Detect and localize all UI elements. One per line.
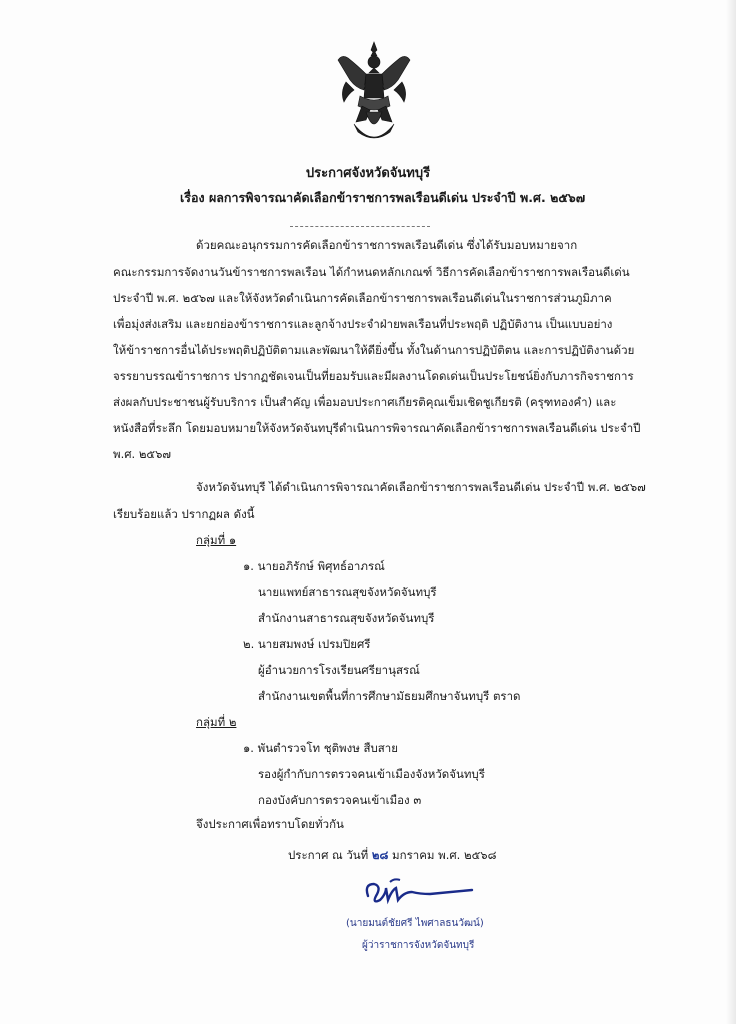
awardee-office: สำนักงานสาธารณสุขจังหวัดจันทบุรี — [258, 611, 435, 625]
announcement-subject: เรื่อง ผลการพิจารณาคัดเลือกข้าราชการพลเรือนดีเด่น ประจำปี พ.ศ. ๒๕๖๗ — [180, 190, 586, 205]
awardee-name: ๑. พันตำรวจโท ชุติพงษ สืบสาย — [243, 741, 399, 755]
page-edge-shadow — [726, 0, 736, 1024]
closing-statement: จึงประกาศเพื่อทราบโดยทั่วกัน — [196, 817, 344, 831]
awardee-position: ผู้อำนวยการโรงเรียนศรียานุสรณ์ — [258, 663, 420, 677]
divider — [290, 226, 430, 227]
garuda-emblem-icon — [336, 40, 412, 152]
awardee-name: ๑. นายอภิรักษ์ พิศุทธ์อาภรณ์ — [243, 559, 385, 573]
paragraph-line: พ.ศ. ๒๕๖๗ — [113, 447, 172, 461]
paragraph-line: ให้ข้าราชการอื่นได้ประพฤติปฏิบัติตามและพัฒนาให้ดียิ่งขึ้น ทั้งในด้านการปฏิบัติตน และการปฏิบัติงานด้วย — [113, 343, 635, 357]
signatory-position: ผู้ว่าราชการจังหวัดจันทบุรี — [362, 940, 475, 951]
paragraph-line: จังหวัดจันทบุรี ได้ดำเนินการพิจารณาคัดเลือกข้าราชการพลเรือนดีเด่น ประจำปี พ.ศ. ๒๕๖๗ — [196, 480, 646, 494]
group-1-label: กลุ่มที่ ๑ — [196, 533, 237, 547]
paragraph-line: เพื่อมุ่งส่งเสริม และยกย่องข้าราชการและลูกจ้างประจำฝ่ายพลเรือนที่ประพฤติ ปฏิบัติงาน เป็นแบบอย่าง — [113, 317, 613, 331]
awardee-position: นายแพทย์สาธารณสุขจังหวัดจันทบุรี — [258, 585, 437, 599]
date-day: ๒๘ — [371, 848, 389, 862]
date-suffix: มกราคม พ.ศ. ๒๕๖๘ — [392, 848, 497, 862]
paragraph-line: ประจำปี พ.ศ. ๒๕๖๗ และให้จังหวัดดำเนินการคัดเลือกข้าราชการพลเรือนดีเด่นในราชการส่วนภูมิภาค — [113, 291, 612, 305]
paragraph-line: หนังสือที่ระลึก โดยมอบหมายให้จังหวัดจันทบุรีดำเนินการพิจารณาคัดเลือกข้าราชการพลเรือนดีเด่น ประจำปี — [113, 421, 641, 435]
awardee-name: ๒. นายสมพงษ์ เปรมปิยศรี — [243, 637, 371, 651]
announcement-date — [288, 848, 496, 863]
paragraph-line: คณะกรรมการจัดงานวันข้าราชการพลเรือน ได้กำหนดหลักเกณฑ์ วิธีการคัดเลือกข้าราชการพลเรือนดีเด่น — [113, 265, 630, 279]
paragraph-line: จรรยาบรรณข้าราชการ ปรากฏชัดเจนเป็นที่ยอมรับและมีผลงานโดดเด่นเป็นประโยชน์ยิ่งกับภารกิจราชการ — [113, 369, 634, 383]
awardee-office: สำนักงานเขตพื้นที่การศึกษามัธยมศึกษาจันทบุรี ตราด — [258, 689, 521, 703]
awardee-position: รองผู้กำกับการตรวจคนเข้าเมืองจังหวัดจันทบุรี — [258, 767, 485, 781]
paragraph-line: เรียบร้อยแล้ว ปรากฏผล ดังนี้ — [113, 507, 255, 521]
announcement-title: ประกาศจังหวัดจันทบุรี — [305, 166, 431, 181]
awardee-office: กองบังคับการตรวจคนเข้าเมือง ๓ — [258, 793, 422, 807]
group-2-label: กลุ่มที่ ๒ — [196, 715, 237, 729]
signature-icon — [360, 870, 480, 910]
signatory-name: (นายมนต์ชัยศรี ไพศาลธนวัฒน์) — [346, 918, 484, 929]
paragraph-line: ส่งผลกับประชาชนผู้รับบริการ เป็นสำคัญ เพื่อมอบประกาศเกียรติคุณเข็มเชิดชูเกียรติ (ครุฑทองคำ) และ — [113, 395, 617, 409]
date-prefix: ประกาศ ณ วันที่ — [288, 848, 369, 862]
paragraph-line: ด้วยคณะอนุกรรมการคัดเลือกข้าราชการพลเรือนดีเด่น ซึ่งได้รับมอบหมายจาก — [196, 238, 578, 252]
